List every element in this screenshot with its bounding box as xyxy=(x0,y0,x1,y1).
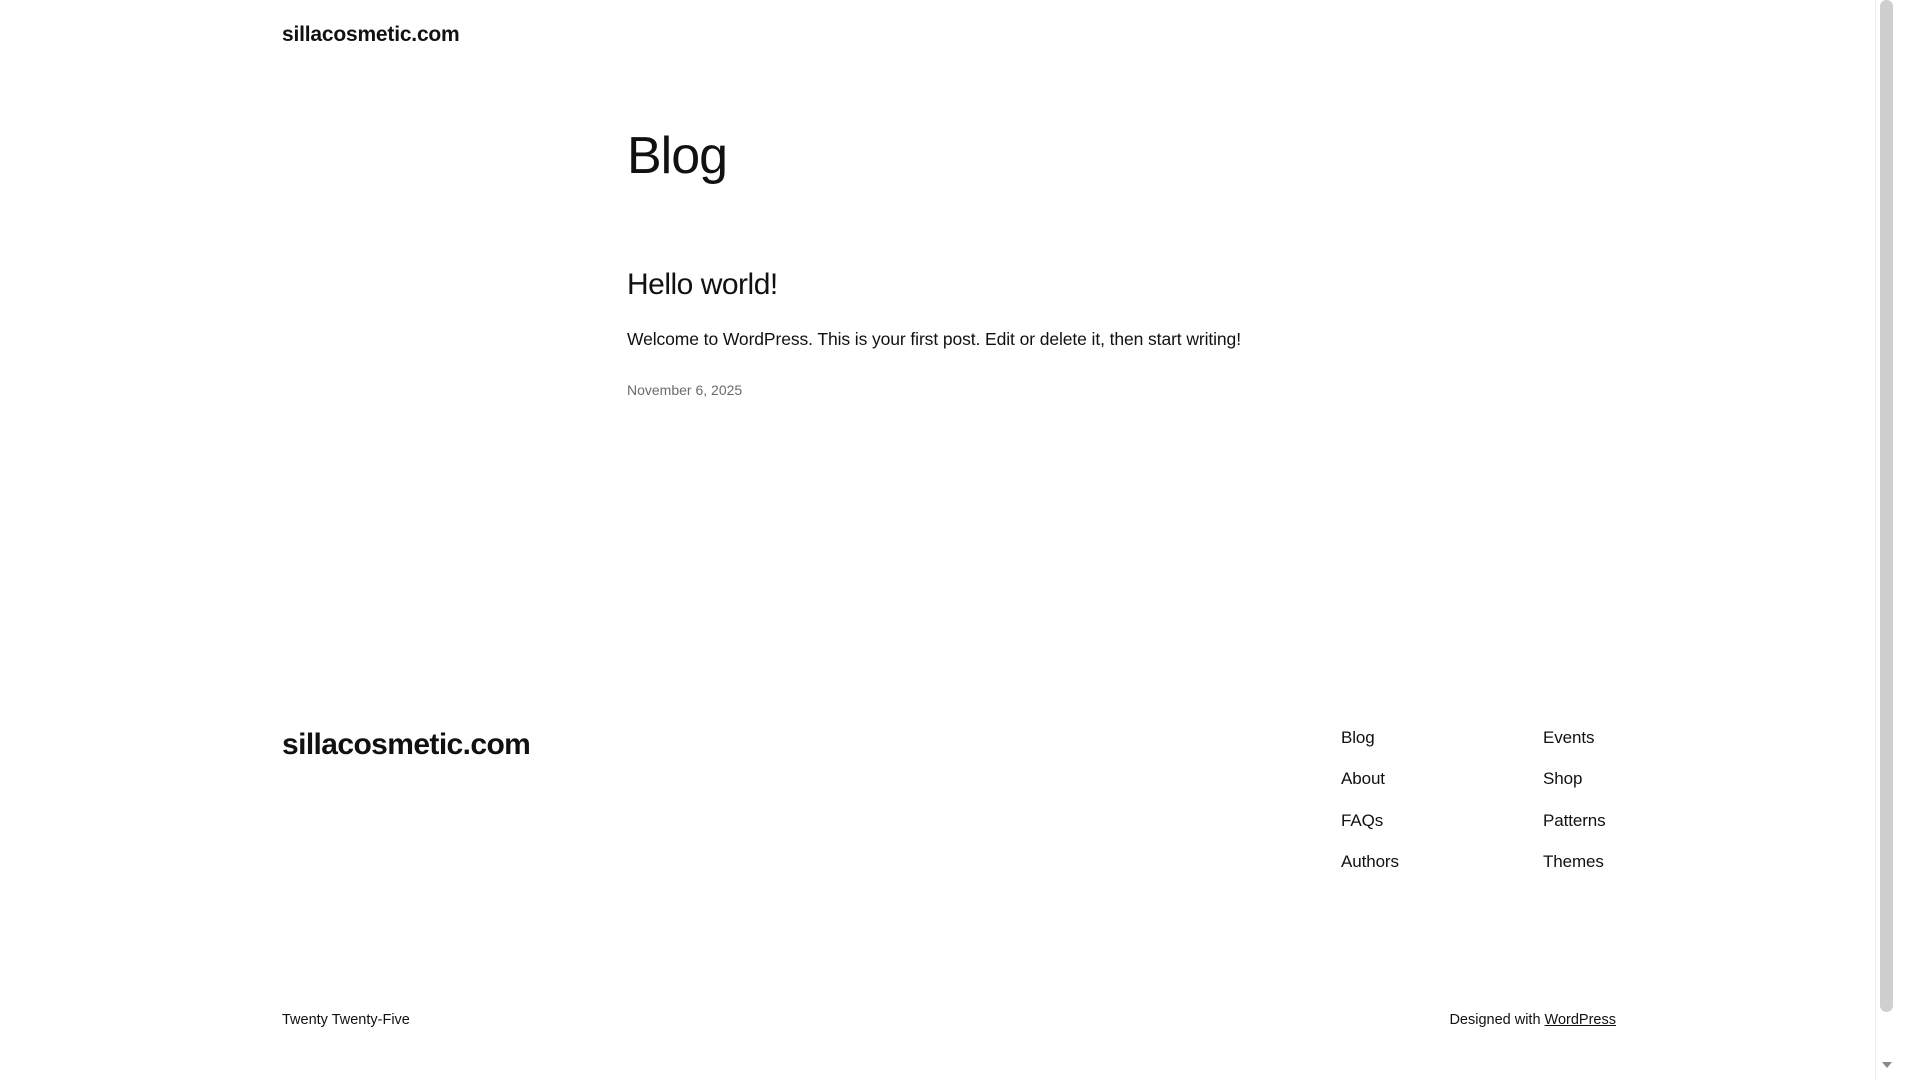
theme-name: Twenty Twenty-Five xyxy=(282,1012,410,1028)
main-content xyxy=(627,128,1607,398)
footer-link-events[interactable]: Events xyxy=(1543,728,1595,747)
post-title xyxy=(627,267,1607,303)
scroll-down-arrow-icon[interactable] xyxy=(1882,1062,1892,1068)
page-title: Blog xyxy=(627,127,728,185)
vertical-scrollbar[interactable] xyxy=(1875,0,1898,1080)
footer-link-themes[interactable]: Themes xyxy=(1543,852,1604,872)
footer-column-one xyxy=(1341,728,1543,873)
footer-link-faqs[interactable]: FAQs xyxy=(1341,810,1384,830)
footer-column-two xyxy=(1543,728,1745,873)
footer-bottom-bar xyxy=(0,1012,1898,1052)
scrollbar-thumb[interactable] xyxy=(1880,0,1893,1012)
footer-link-authors[interactable]: Authors xyxy=(1341,852,1399,872)
post-item xyxy=(627,267,1607,398)
footer-brand-link[interactable]: sillacosmetic.com xyxy=(282,728,531,761)
footer-link-shop[interactable]: Shop xyxy=(1543,769,1583,789)
footer-link-patterns[interactable]: Patterns xyxy=(1543,810,1606,830)
site-title-link[interactable]: sillacosmetic.com xyxy=(282,23,460,46)
footer-navigation xyxy=(1341,728,1745,873)
wordpress-link[interactable]: WordPress xyxy=(1544,1012,1616,1028)
post-title-link[interactable]: Hello world! xyxy=(627,268,778,302)
footer-link-about[interactable]: About xyxy=(1341,769,1385,789)
designed-with-credit xyxy=(1449,1012,1616,1028)
site-header xyxy=(0,0,1898,46)
credit-prefix: Designed with xyxy=(1449,1012,1545,1028)
post-date: November 6, 2025 xyxy=(627,382,743,399)
footer-link-blog[interactable]: Blog xyxy=(1341,728,1375,747)
post-excerpt: Welcome to WordPress. This is your first post. Edit or delete it, then start writing! xyxy=(627,329,1241,350)
